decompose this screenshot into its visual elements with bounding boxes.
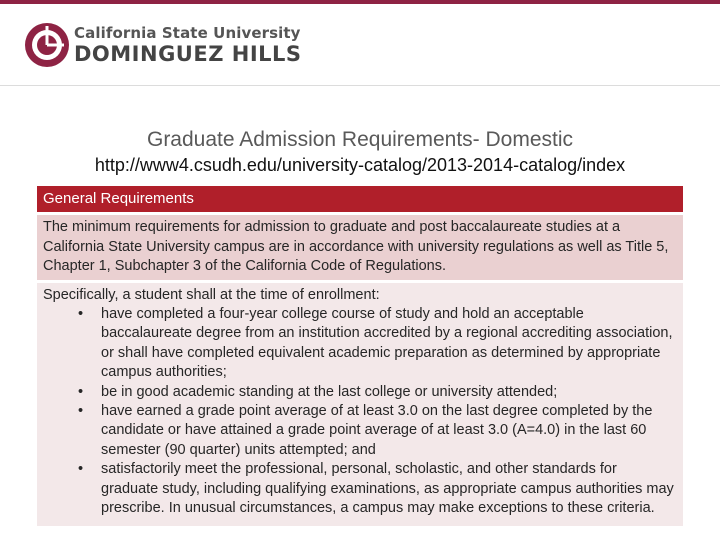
logo-wordmark: [74, 24, 302, 66]
logo-line-campus: DOMINGUEZ HILLS: [74, 42, 302, 66]
header-divider: [0, 85, 720, 86]
bullet-icon: •: [78, 305, 84, 322]
requirements-lead: Specifically, a student shall at the time of enrollment:: [43, 286, 380, 303]
requirements-row: [37, 283, 683, 527]
page-title: Graduate Admission Requirements- Domestic: [146, 128, 573, 151]
list-item: [43, 383, 677, 402]
bullet-icon: •: [78, 402, 84, 419]
bullet-icon: •: [78, 461, 84, 478]
list-item: [43, 402, 677, 460]
bullet-icon: •: [78, 383, 84, 400]
logo-line-university: California State University: [74, 24, 301, 42]
university-logo: [24, 20, 302, 70]
table-header: General Requirements: [37, 186, 683, 212]
intro-row: The minimum requirements for admission to graduate and post baccalaureate studies at a California State University campus are in accordance with university regulations as well as Title 5, Chapter 1, Subchapter 3 of the California Code of Regulations.: [37, 215, 683, 280]
list-item: [43, 305, 677, 383]
requirements-list: [43, 305, 677, 518]
top-accent-line: [0, 0, 720, 4]
csudh-seal-icon: [24, 22, 70, 68]
requirements-table: [37, 186, 683, 526]
list-item: [43, 460, 677, 518]
list-item-text: satisfactorily meet the professional, personal, scholastic, and other standards for graduate study, including qualifying examinations, as appropriate campus authorities may prescribe. In unusual circumstances, a campus may make exceptions to these criteria.: [101, 461, 674, 516]
list-item-text: have earned a grade point average of at least 3.0 on the last degree completed by the candidate or have attained a grade point average of at least 3.0 (A=4.0) in the last 60 semester (90 quarter) units attempted; and: [101, 402, 653, 458]
catalog-url: http://www4.csudh.edu/university-catalog/2013-2014-catalog/index: [94, 155, 626, 175]
list-item-text: be in good academic standing at the last college or university attended;: [101, 383, 558, 400]
list-item-text: have completed a four-year college course of study and hold an acceptable baccalaureate degree from an institution accredited by a regional accrediting association, or shall have completed equivalent academic preparation as determined by appropriate campus authorities;: [101, 305, 673, 381]
